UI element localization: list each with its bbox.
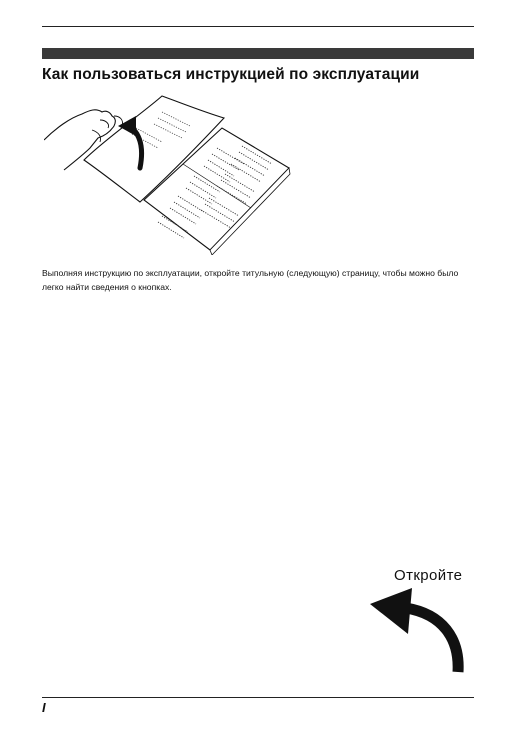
top-rule [42, 26, 474, 27]
open-label: Откройте [394, 567, 463, 584]
bottom-rule [42, 697, 474, 698]
page-title: Как пользоваться инструкцией по эксплуатации [42, 66, 420, 83]
hand-turning-page-illustration [44, 90, 294, 255]
curved-arrow-icon [368, 586, 470, 674]
instruction-paragraph: Выполняя инструкцию по эксплуатации, откройте титульную (следующую) страницу, чтобы можно было легко найти сведения о кнопках. [42, 268, 459, 292]
section-header-bar [42, 48, 474, 59]
page-number: I [42, 700, 46, 715]
